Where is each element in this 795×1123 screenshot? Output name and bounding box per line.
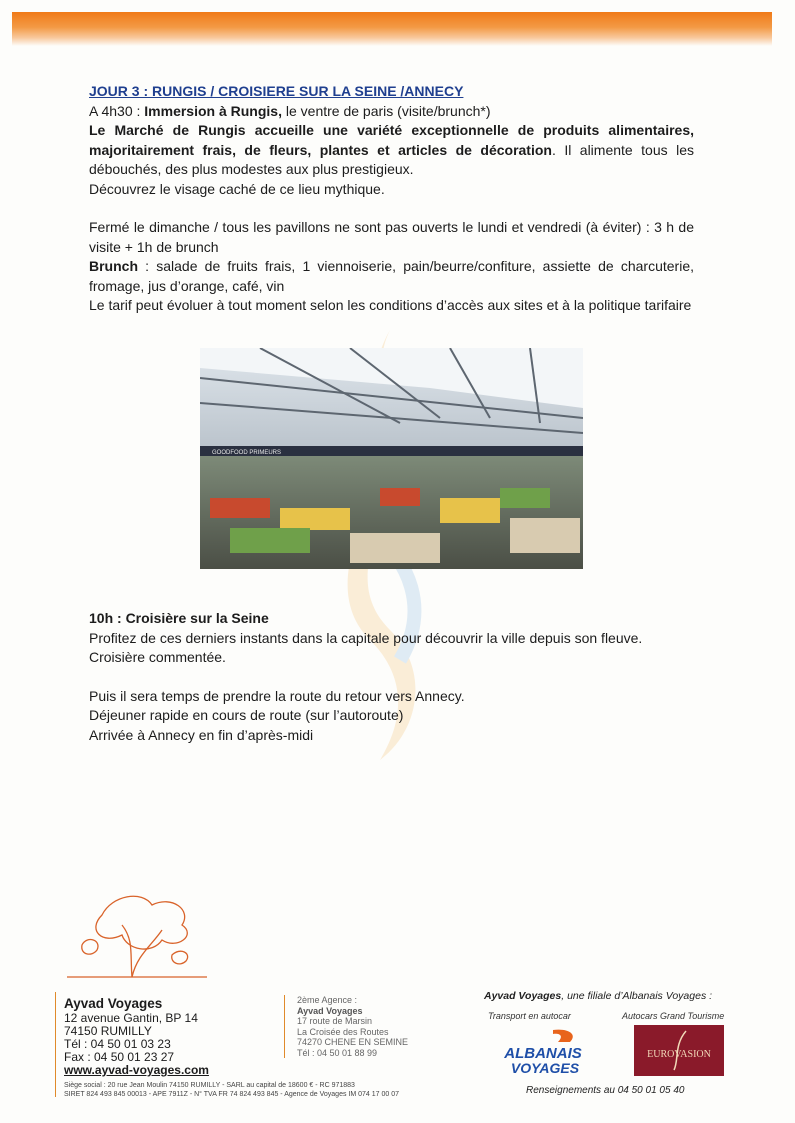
rungis-time-line	[89, 102, 694, 122]
return-line-3: Arrivée à Annecy en fin d’après-midi	[89, 726, 314, 743]
legal-info	[64, 1081, 399, 1099]
info-phone: Renseignements au 04 50 01 05 40	[526, 1085, 685, 1096]
agency-label: 2ème Agence :	[297, 995, 358, 1005]
top-orange-banner	[12, 12, 772, 46]
agency-address-1: 17 route de Marsin	[297, 1016, 373, 1026]
address-line-1: 12 avenue Gantin, BP 14	[64, 1011, 198, 1025]
rungis-desc-bold: Le Marché de Rungis accueille une variété exceptionnelle de produits alimentaires, majoritairement frais, de fleurs, plantes et articles de décoration	[89, 122, 694, 158]
legal-line-1: Siège social : 20 rue Jean Moulin 74150 RUMILLY - SARL au capital de 18600 € - RC 971883	[64, 1082, 355, 1089]
cruise-line-2: Croisière commentée.	[89, 649, 226, 665]
voyages-text: VOYAGES	[510, 1060, 580, 1076]
albanais-text: ALBANAIS	[504, 1045, 582, 1062]
agency-address-3: 74270 CHENE EN SEMINE	[297, 1037, 409, 1047]
company-address	[64, 996, 209, 1077]
transport-caption: Transport en autocar	[488, 1011, 571, 1021]
cruise-title-text: : Croisière sur la Seine	[113, 610, 269, 626]
footer-divider	[55, 992, 56, 1097]
tarif-info: Le tarif peut évoluer à tout moment selon les conditions d’accès aux sites et à la politique tarifaire	[89, 297, 692, 313]
eurovasion-logo	[634, 1025, 724, 1076]
return-line-2: Déjeuner rapide en cours de route (sur l’autoroute)	[89, 707, 404, 723]
brunch-label: Brunch	[89, 258, 138, 274]
eurovasion-text: EUROVASION	[647, 1049, 711, 1060]
rungis-title: Immersion à Rungis,	[144, 102, 282, 119]
rungis-desc-rest: . Il alimente tous les débouchés, des plus modestes aux plus prestigieux.	[89, 141, 694, 177]
time-label: A 4h30 :	[89, 102, 145, 119]
address-line-2: 74150 RUMILLY	[64, 1024, 152, 1038]
agency-name: Ayvad Voyages	[297, 1005, 363, 1016]
company-name: Ayvad Voyages	[64, 996, 163, 1011]
second-agency	[284, 995, 408, 1058]
website-link[interactable]: www.ayvad-voyages.com	[64, 1063, 209, 1077]
agency-phone: Tél : 04 50 01 88 99	[297, 1047, 378, 1058]
tree-logo	[62, 885, 212, 985]
cruise-section	[89, 609, 694, 745]
phone: Tél : 04 50 01 03 23	[64, 1037, 171, 1051]
day-heading: JOUR 3 : RUNGIS / CROISIERE SUR LA SEINE /ANNECY	[89, 83, 464, 99]
brunch-text: : salade de fruits frais, 1 viennoiserie, pain/beurre/confiture, assiette de charcuterie, fromage, jus d’orange, café, vin	[89, 258, 694, 294]
albanais-voyages-logo	[498, 1028, 588, 1078]
cruise-time: 10h	[89, 610, 114, 626]
cruise-line-1: Profitez de ces derniers instants dans la capitale pour découvrir la ville depuis son fleuve.	[89, 629, 643, 646]
fax: Fax : 04 50 01 23 27	[64, 1050, 175, 1064]
autocars-caption: Autocars Grand Tourisme	[622, 1011, 725, 1021]
cruise-title	[89, 609, 694, 629]
return-line-1: Puis il sera temps de prendre la route du retour vers Annecy.	[89, 687, 465, 704]
rungis-description	[89, 121, 694, 180]
subsidiary-name: Ayvad Voyages	[484, 990, 562, 1002]
market-sign: GOODFOOD PRIMEURS	[212, 450, 282, 456]
subsidiary-text: , une filiale d’Albanais Voyages :	[561, 990, 713, 1002]
discover-line: Découvrez le visage caché de ce lieu mythique.	[89, 180, 385, 197]
agency-address-2: La Croisée des Routes	[297, 1026, 389, 1037]
legal-line-2: SIRET 824 493 845 00013 - APE 7911Z - N° TVA FR 74 824 493 845 - Agence de Voyages IM 074 17 00 07	[64, 1091, 400, 1098]
day3-intro	[89, 82, 694, 316]
rungis-subtitle: le ventre de paris (visite/brunch*)	[281, 102, 491, 119]
brunch-info	[89, 257, 694, 296]
subsidiary-line	[484, 990, 712, 1002]
closed-info: Fermé le dimanche / tous les pavillons ne sont pas ouverts le lundi et vendredi (à éviter) : 3 h de visite + 1h de brunch	[89, 219, 694, 255]
rungis-market-photo	[200, 348, 583, 569]
